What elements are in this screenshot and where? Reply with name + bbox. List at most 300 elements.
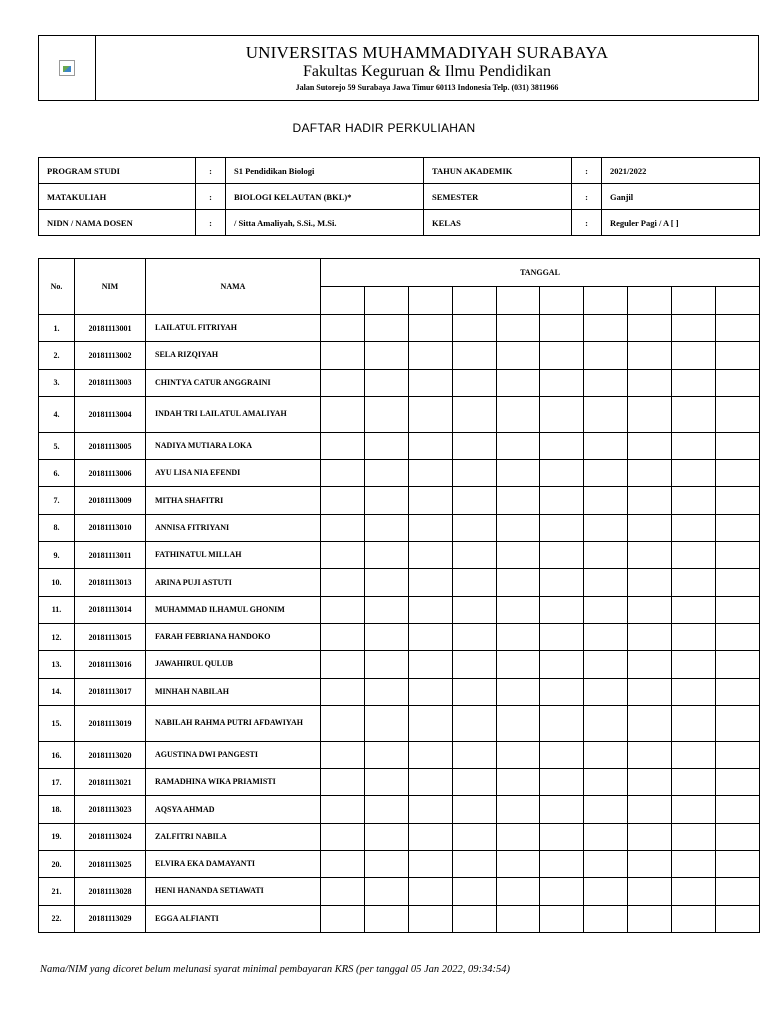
attendance-cell[interactable]	[628, 878, 672, 905]
row-nim: 20181113029	[75, 905, 146, 932]
col-nama-header: NAMA	[146, 259, 321, 315]
attendance-cell[interactable]	[672, 851, 716, 878]
attendance-cell[interactable]	[408, 678, 452, 705]
attendance-cell[interactable]	[364, 796, 408, 823]
row-nim: 20181113013	[75, 569, 146, 596]
attendance-cell[interactable]	[321, 678, 365, 705]
attendance-cell[interactable]	[321, 769, 365, 796]
attendance-cell[interactable]	[452, 542, 496, 569]
attendance-cell[interactable]	[716, 851, 760, 878]
row-number: 10.	[39, 569, 75, 596]
row-nama: ANNISA FITRIYANI	[146, 514, 321, 541]
attendance-cell[interactable]	[452, 796, 496, 823]
date-cell[interactable]	[672, 287, 716, 315]
attendance-cell[interactable]	[364, 487, 408, 514]
row-nim: 20181113004	[75, 396, 146, 432]
attendance-cell[interactable]	[364, 823, 408, 850]
attendance-cell[interactable]	[496, 623, 540, 650]
attendance-cell[interactable]	[628, 678, 672, 705]
attendance-cell[interactable]	[584, 823, 628, 850]
attendance-cell[interactable]	[496, 651, 540, 678]
attendance-cell[interactable]	[496, 487, 540, 514]
attendance-cell[interactable]	[584, 487, 628, 514]
attendance-cell[interactable]	[540, 315, 584, 342]
attendance-cell[interactable]	[452, 514, 496, 541]
row-nama: MINHAH NABILAH	[146, 678, 321, 705]
attendance-cell[interactable]	[452, 396, 496, 432]
attendance-cell[interactable]	[672, 460, 716, 487]
row-nama: MITHA SHAFITRI	[146, 487, 321, 514]
date-cell[interactable]	[408, 287, 452, 315]
table-row	[39, 432, 760, 459]
letterhead	[38, 35, 759, 101]
attendance-cell[interactable]	[540, 905, 584, 932]
attendance-cell[interactable]	[628, 542, 672, 569]
attendance-cell[interactable]	[540, 396, 584, 432]
attendance-cell[interactable]	[716, 878, 760, 905]
attendance-cell[interactable]	[408, 823, 452, 850]
attendance-cell[interactable]	[540, 514, 584, 541]
matakuliah-value: BIOLOGI KELAUTAN (BKL)*	[226, 184, 424, 210]
row-nama: CHINTYA CATUR ANGGRAINI	[146, 369, 321, 396]
attendance-cell[interactable]	[321, 514, 365, 541]
attendance-cell[interactable]	[452, 651, 496, 678]
attendance-cell[interactable]	[496, 460, 540, 487]
attendance-cell[interactable]	[672, 905, 716, 932]
attendance-cell[interactable]	[672, 878, 716, 905]
attendance-cell[interactable]	[364, 878, 408, 905]
attendance-cell[interactable]	[584, 878, 628, 905]
attendance-cell[interactable]	[452, 741, 496, 768]
table-row	[39, 569, 760, 596]
attendance-cell[interactable]	[364, 905, 408, 932]
attendance-cell[interactable]	[321, 851, 365, 878]
attendance-cell[interactable]	[584, 705, 628, 741]
attendance-cell[interactable]	[321, 623, 365, 650]
attendance-cell[interactable]	[716, 432, 760, 459]
table-row	[39, 396, 760, 432]
attendance-cell[interactable]	[540, 796, 584, 823]
attendance-cell[interactable]	[364, 705, 408, 741]
faculty-name: Fakultas Keguruan & Ilmu Pendidikan	[303, 63, 551, 80]
attendance-cell[interactable]	[364, 369, 408, 396]
table-row	[39, 851, 760, 878]
attendance-cell[interactable]	[364, 569, 408, 596]
row-nama: FATHINATUL MILLAH	[146, 542, 321, 569]
attendance-cell[interactable]	[496, 769, 540, 796]
attendance-cell[interactable]	[672, 796, 716, 823]
kelas-label: KELAS	[424, 210, 572, 236]
attendance-cell[interactable]	[452, 678, 496, 705]
attendance-cell[interactable]	[496, 569, 540, 596]
attendance-cell[interactable]	[408, 569, 452, 596]
attendance-cell[interactable]	[584, 460, 628, 487]
attendance-cell[interactable]	[364, 396, 408, 432]
tahun-akademik-label: TAHUN AKADEMIK	[424, 158, 572, 184]
attendance-cell[interactable]	[408, 741, 452, 768]
attendance-cell[interactable]	[540, 823, 584, 850]
attendance-cell[interactable]	[321, 487, 365, 514]
attendance-cell[interactable]	[628, 905, 672, 932]
attendance-cell[interactable]	[452, 878, 496, 905]
attendance-cell[interactable]	[716, 542, 760, 569]
attendance-cell[interactable]	[408, 432, 452, 459]
attendance-cell[interactable]	[540, 369, 584, 396]
attendance-cell[interactable]	[628, 851, 672, 878]
attendance-cell[interactable]	[408, 460, 452, 487]
dosen-label: NIDN / NAMA DOSEN	[39, 210, 196, 236]
attendance-cell[interactable]	[452, 569, 496, 596]
date-cell[interactable]	[540, 287, 584, 315]
attendance-cell[interactable]	[672, 651, 716, 678]
attendance-cell[interactable]	[716, 678, 760, 705]
attendance-cell[interactable]	[628, 623, 672, 650]
attendance-cell[interactable]	[452, 596, 496, 623]
attendance-cell[interactable]	[408, 596, 452, 623]
colon: :	[196, 184, 226, 210]
attendance-cell[interactable]	[628, 432, 672, 459]
attendance-cell[interactable]	[321, 342, 365, 369]
attendance-cell[interactable]	[540, 596, 584, 623]
broken-image-icon	[59, 60, 75, 76]
info-row-matakuliah	[39, 184, 760, 210]
attendance-cell[interactable]	[672, 396, 716, 432]
tahun-akademik-value: 2021/2022	[602, 158, 760, 184]
row-nim: 20181113017	[75, 678, 146, 705]
attendance-cell[interactable]	[408, 878, 452, 905]
attendance-cell[interactable]	[408, 514, 452, 541]
attendance-cell[interactable]	[408, 905, 452, 932]
attendance-cell[interactable]	[628, 487, 672, 514]
attendance-cell[interactable]	[408, 651, 452, 678]
attendance-cell[interactable]	[716, 823, 760, 850]
row-nim: 20181113001	[75, 315, 146, 342]
attendance-cell[interactable]	[452, 769, 496, 796]
attendance-cell[interactable]	[584, 678, 628, 705]
attendance-cell[interactable]	[364, 769, 408, 796]
date-cell[interactable]	[716, 287, 760, 315]
attendance-cell[interactable]	[540, 487, 584, 514]
attendance-cell[interactable]	[584, 342, 628, 369]
attendance-cell[interactable]	[540, 623, 584, 650]
attendance-cell[interactable]	[452, 432, 496, 459]
row-number: 2.	[39, 342, 75, 369]
attendance-cell[interactable]	[540, 851, 584, 878]
attendance-cell[interactable]	[672, 623, 716, 650]
table-row	[39, 878, 760, 905]
row-nama: JAWAHIRUL QULUB	[146, 651, 321, 678]
attendance-cell[interactable]	[364, 596, 408, 623]
attendance-cell[interactable]	[672, 315, 716, 342]
attendance-cell[interactable]	[672, 705, 716, 741]
attendance-cell[interactable]	[716, 396, 760, 432]
attendance-cell[interactable]	[321, 396, 365, 432]
attendance-body	[39, 315, 760, 933]
attendance-cell[interactable]	[364, 678, 408, 705]
attendance-cell[interactable]	[672, 596, 716, 623]
attendance-cell[interactable]	[321, 796, 365, 823]
attendance-cell[interactable]	[716, 623, 760, 650]
attendance-cell[interactable]	[716, 514, 760, 541]
attendance-cell[interactable]	[672, 569, 716, 596]
attendance-cell[interactable]	[364, 460, 408, 487]
attendance-cell[interactable]	[716, 460, 760, 487]
date-cell[interactable]	[452, 287, 496, 315]
attendance-cell[interactable]	[321, 705, 365, 741]
row-number: 18.	[39, 796, 75, 823]
colon: :	[572, 210, 602, 236]
attendance-cell[interactable]	[672, 678, 716, 705]
attendance-cell[interactable]	[672, 369, 716, 396]
attendance-cell[interactable]	[540, 651, 584, 678]
attendance-cell[interactable]	[584, 851, 628, 878]
attendance-cell[interactable]	[672, 769, 716, 796]
row-number: 21.	[39, 878, 75, 905]
row-nama: AYU LISA NIA EFENDI	[146, 460, 321, 487]
attendance-cell[interactable]	[496, 542, 540, 569]
row-nim: 20181113005	[75, 432, 146, 459]
attendance-cell[interactable]	[408, 796, 452, 823]
attendance-cell[interactable]	[628, 769, 672, 796]
attendance-cell[interactable]	[321, 460, 365, 487]
attendance-cell[interactable]	[364, 315, 408, 342]
table-row	[39, 369, 760, 396]
attendance-cell[interactable]	[496, 851, 540, 878]
date-cell[interactable]	[364, 287, 408, 315]
attendance-cell[interactable]	[628, 651, 672, 678]
row-nama: MUHAMMAD ILHAMUL GHONIM	[146, 596, 321, 623]
attendance-cell[interactable]	[584, 315, 628, 342]
attendance-cell[interactable]	[496, 342, 540, 369]
row-number: 20.	[39, 851, 75, 878]
table-row	[39, 460, 760, 487]
attendance-cell[interactable]	[584, 623, 628, 650]
row-nama: EGGA ALFIANTI	[146, 905, 321, 932]
colon: :	[196, 158, 226, 184]
attendance-cell[interactable]	[408, 487, 452, 514]
program-studi-label: PROGRAM STUDI	[39, 158, 196, 184]
footer-note: Nama/NIM yang dicoret belum melunasi syarat minimal pembayaran KRS (per tanggal 05 Jan 2022, 09:34:54)	[40, 964, 511, 975]
row-nim: 20181113015	[75, 623, 146, 650]
attendance-cell[interactable]	[716, 342, 760, 369]
attendance-cell[interactable]	[452, 705, 496, 741]
attendance-cell[interactable]	[628, 823, 672, 850]
attendance-cell[interactable]	[628, 342, 672, 369]
attendance-cell[interactable]	[321, 651, 365, 678]
attendance-cell[interactable]	[408, 542, 452, 569]
attendance-cell[interactable]	[716, 741, 760, 768]
attendance-cell[interactable]	[321, 432, 365, 459]
attendance-cell[interactable]	[452, 851, 496, 878]
attendance-cell[interactable]	[321, 569, 365, 596]
attendance-cell[interactable]	[716, 705, 760, 741]
row-nama: AGUSTINA DWI PANGESTI	[146, 741, 321, 768]
attendance-cell[interactable]	[496, 596, 540, 623]
attendance-cell[interactable]	[628, 796, 672, 823]
university-name: UNIVERSITAS MUHAMMADIYAH SURABAYA	[245, 43, 609, 62]
row-nim: 20181113014	[75, 596, 146, 623]
attendance-cell[interactable]	[584, 741, 628, 768]
attendance-cell[interactable]	[408, 769, 452, 796]
attendance-cell[interactable]	[496, 741, 540, 768]
attendance-cell[interactable]	[716, 651, 760, 678]
date-cell[interactable]	[496, 287, 540, 315]
attendance-cell[interactable]	[540, 769, 584, 796]
attendance-cell[interactable]	[452, 342, 496, 369]
attendance-cell[interactable]	[496, 396, 540, 432]
attendance-cell[interactable]	[364, 514, 408, 541]
attendance-cell[interactable]	[408, 396, 452, 432]
attendance-cell[interactable]	[716, 487, 760, 514]
dosen-value: / Sitta Amaliyah, S.Si., M.Si.	[226, 210, 424, 236]
attendance-cell[interactable]	[672, 487, 716, 514]
attendance-cell[interactable]	[540, 878, 584, 905]
attendance-cell[interactable]	[716, 905, 760, 932]
attendance-cell[interactable]	[540, 569, 584, 596]
row-number: 6.	[39, 460, 75, 487]
attendance-cell[interactable]	[584, 796, 628, 823]
attendance-cell[interactable]	[496, 823, 540, 850]
attendance-cell[interactable]	[584, 369, 628, 396]
attendance-cell[interactable]	[716, 796, 760, 823]
attendance-cell[interactable]	[628, 514, 672, 541]
attendance-cell[interactable]	[496, 369, 540, 396]
attendance-cell[interactable]	[408, 705, 452, 741]
attendance-cell[interactable]	[496, 796, 540, 823]
attendance-cell[interactable]	[628, 315, 672, 342]
attendance-cell[interactable]	[452, 369, 496, 396]
attendance-cell[interactable]	[364, 432, 408, 459]
row-nim: 20181113021	[75, 769, 146, 796]
attendance-cell[interactable]	[321, 741, 365, 768]
table-row	[39, 623, 760, 650]
attendance-cell[interactable]	[364, 342, 408, 369]
attendance-cell[interactable]	[321, 369, 365, 396]
attendance-cell[interactable]	[540, 705, 584, 741]
attendance-cell[interactable]	[584, 542, 628, 569]
row-nim: 20181113028	[75, 878, 146, 905]
attendance-cell[interactable]	[628, 460, 672, 487]
attendance-cell[interactable]	[628, 596, 672, 623]
date-cell[interactable]	[584, 287, 628, 315]
document-title: DAFTAR HADIR PERKULIAHAN	[292, 121, 476, 135]
date-cell[interactable]	[321, 287, 365, 315]
attendance-cell[interactable]	[628, 705, 672, 741]
attendance-cell[interactable]	[452, 460, 496, 487]
row-nama: SELA RIZQIYAH	[146, 342, 321, 369]
row-number: 22.	[39, 905, 75, 932]
attendance-cell[interactable]	[321, 823, 365, 850]
attendance-cell[interactable]	[584, 569, 628, 596]
table-row	[39, 514, 760, 541]
attendance-cell[interactable]	[672, 542, 716, 569]
attendance-cell[interactable]	[672, 741, 716, 768]
attendance-cell[interactable]	[672, 514, 716, 541]
attendance-cell[interactable]	[452, 623, 496, 650]
attendance-cell[interactable]	[584, 651, 628, 678]
attendance-cell[interactable]	[496, 905, 540, 932]
row-number: 12.	[39, 623, 75, 650]
university-address: Jalan Sutorejo 59 Surabaya Jawa Timur 60113 Indonesia Telp. (031) 3811966	[295, 83, 559, 92]
colon: :	[196, 210, 226, 236]
attendance-cell[interactable]	[408, 623, 452, 650]
attendance-cell[interactable]	[452, 905, 496, 932]
attendance-cell[interactable]	[540, 542, 584, 569]
attendance-cell[interactable]	[672, 342, 716, 369]
logo-cell	[39, 36, 96, 100]
matakuliah-label: MATAKULIAH	[39, 184, 196, 210]
attendance-cell[interactable]	[364, 851, 408, 878]
attendance-cell[interactable]	[452, 487, 496, 514]
attendance-cell[interactable]	[408, 342, 452, 369]
attendance-cell[interactable]	[496, 432, 540, 459]
row-nim: 20181113023	[75, 796, 146, 823]
attendance-cell[interactable]	[540, 460, 584, 487]
attendance-cell[interactable]	[408, 369, 452, 396]
attendance-cell[interactable]	[452, 315, 496, 342]
attendance-cell[interactable]	[584, 769, 628, 796]
attendance-cell[interactable]	[672, 823, 716, 850]
attendance-cell[interactable]	[716, 369, 760, 396]
row-nim: 20181113006	[75, 460, 146, 487]
semester-label: SEMESTER	[424, 184, 572, 210]
attendance-cell[interactable]	[584, 596, 628, 623]
attendance-cell[interactable]	[628, 396, 672, 432]
attendance-cell[interactable]	[496, 514, 540, 541]
program-studi-value: S1 Pendidikan Biologi	[226, 158, 424, 184]
attendance-cell[interactable]	[364, 651, 408, 678]
attendance-cell[interactable]	[540, 678, 584, 705]
attendance-cell[interactable]	[628, 569, 672, 596]
attendance-cell[interactable]	[364, 623, 408, 650]
table-row	[39, 678, 760, 705]
attendance-cell[interactable]	[584, 396, 628, 432]
date-cell[interactable]	[628, 287, 672, 315]
attendance-cell[interactable]	[408, 851, 452, 878]
attendance-cell[interactable]	[496, 705, 540, 741]
attendance-cell[interactable]	[321, 542, 365, 569]
row-nim: 20181113002	[75, 342, 146, 369]
attendance-cell[interactable]	[540, 432, 584, 459]
attendance-cell[interactable]	[716, 569, 760, 596]
attendance-cell[interactable]	[496, 878, 540, 905]
attendance-cell[interactable]	[540, 741, 584, 768]
attendance-cell[interactable]	[540, 342, 584, 369]
attendance-cell[interactable]	[716, 315, 760, 342]
attendance-cell[interactable]	[321, 905, 365, 932]
attendance-cell[interactable]	[672, 432, 716, 459]
attendance-cell[interactable]	[408, 315, 452, 342]
row-number: 7.	[39, 487, 75, 514]
row-number: 14.	[39, 678, 75, 705]
attendance-cell[interactable]	[584, 905, 628, 932]
attendance-cell[interactable]	[321, 596, 365, 623]
attendance-cell[interactable]	[496, 678, 540, 705]
attendance-cell[interactable]	[584, 432, 628, 459]
attendance-cell[interactable]	[364, 542, 408, 569]
attendance-cell[interactable]	[452, 823, 496, 850]
attendance-cell[interactable]	[628, 741, 672, 768]
attendance-cell[interactable]	[321, 315, 365, 342]
attendance-cell[interactable]	[496, 315, 540, 342]
attendance-cell[interactable]	[364, 741, 408, 768]
attendance-cell[interactable]	[716, 769, 760, 796]
attendance-cell[interactable]	[628, 369, 672, 396]
attendance-cell[interactable]	[716, 596, 760, 623]
attendance-cell[interactable]	[321, 878, 365, 905]
row-nama: AQSYA AHMAD	[146, 796, 321, 823]
attendance-cell[interactable]	[584, 514, 628, 541]
